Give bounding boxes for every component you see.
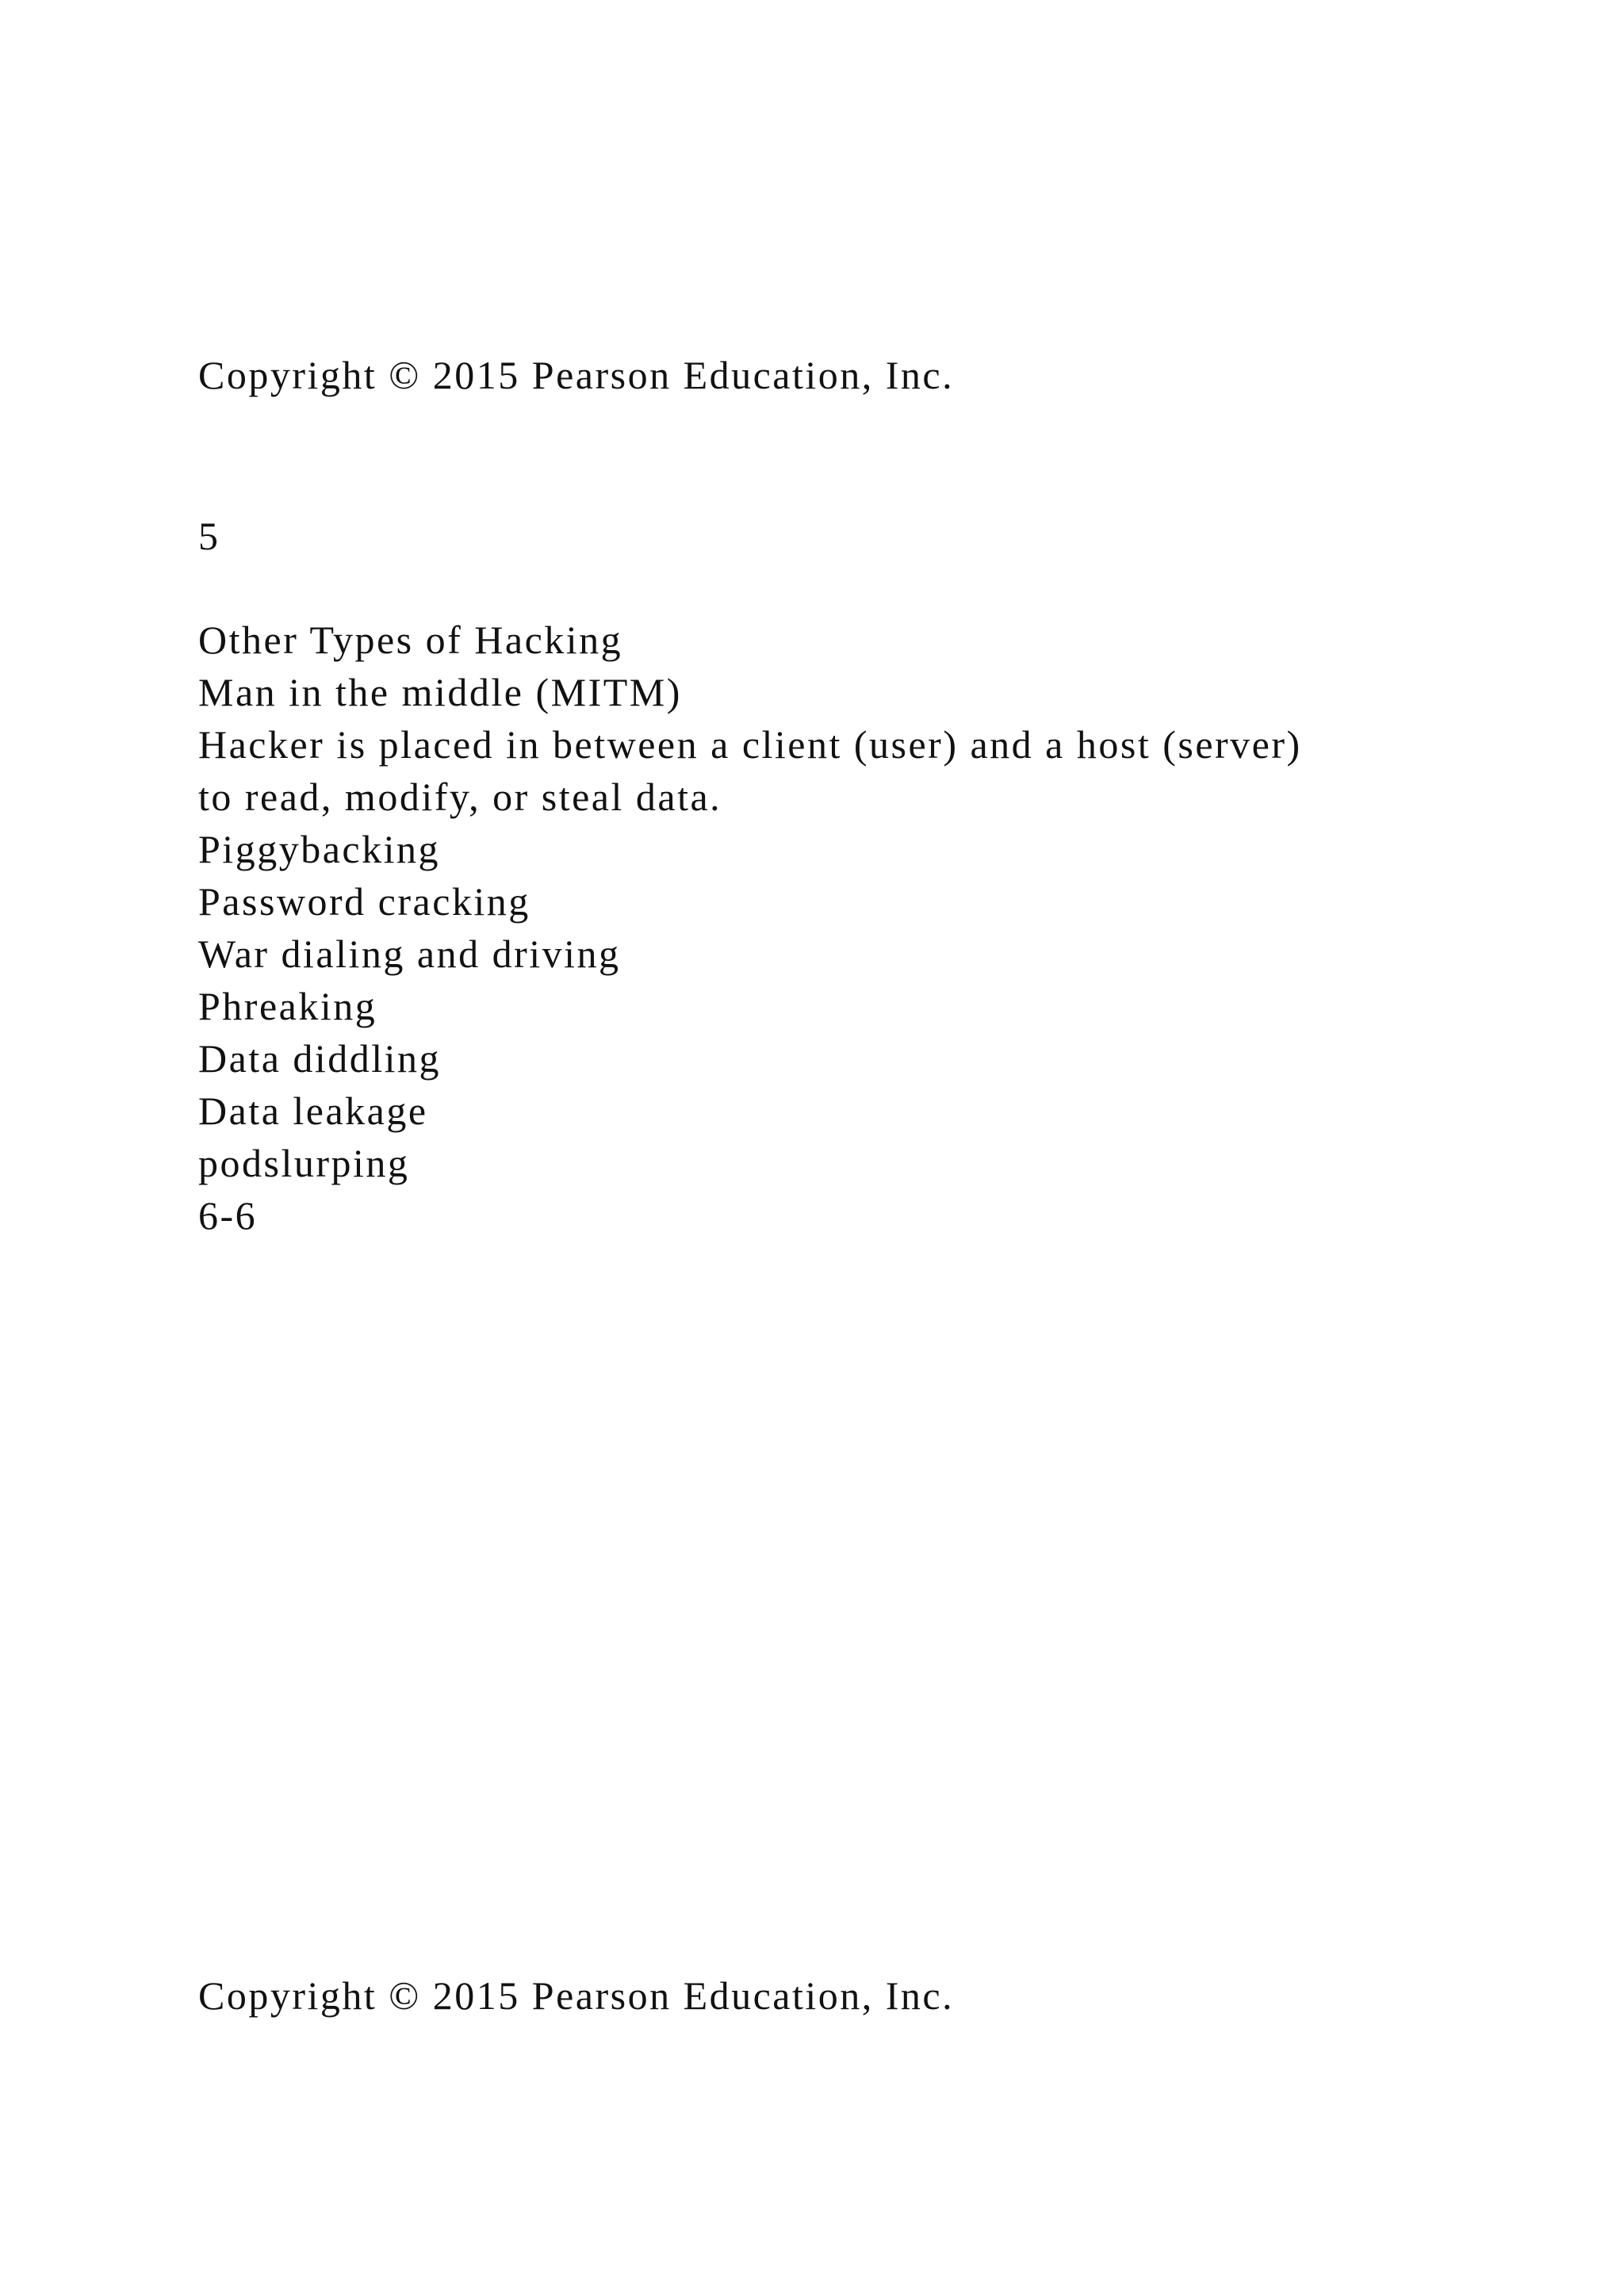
slide-number: 5	[198, 514, 220, 558]
list-item: podslurping	[198, 1141, 410, 1185]
slide-content	[198, 614, 1302, 1242]
list-item: to read, modify, or steal data.	[198, 775, 722, 819]
list-item: Hacker is placed in between a client (user) and a host (server)	[198, 722, 1302, 767]
list-item: Data leakage	[198, 1089, 428, 1133]
list-item: Data diddling	[198, 1036, 442, 1081]
copyright-notice-top: Copyright © 2015 Pearson Education, Inc.	[198, 353, 955, 397]
page-number: 6-6	[198, 1193, 258, 1238]
slide-title: Other Types of Hacking	[198, 618, 623, 662]
list-item: Phreaking	[198, 984, 377, 1028]
list-item: War dialing and driving	[198, 932, 621, 976]
copyright-notice-bottom: Copyright © 2015 Pearson Education, Inc.	[198, 1973, 955, 2018]
list-item: Piggybacking	[198, 827, 440, 871]
list-item: Man in the middle (MITM)	[198, 670, 682, 714]
list-item: Password cracking	[198, 879, 530, 924]
